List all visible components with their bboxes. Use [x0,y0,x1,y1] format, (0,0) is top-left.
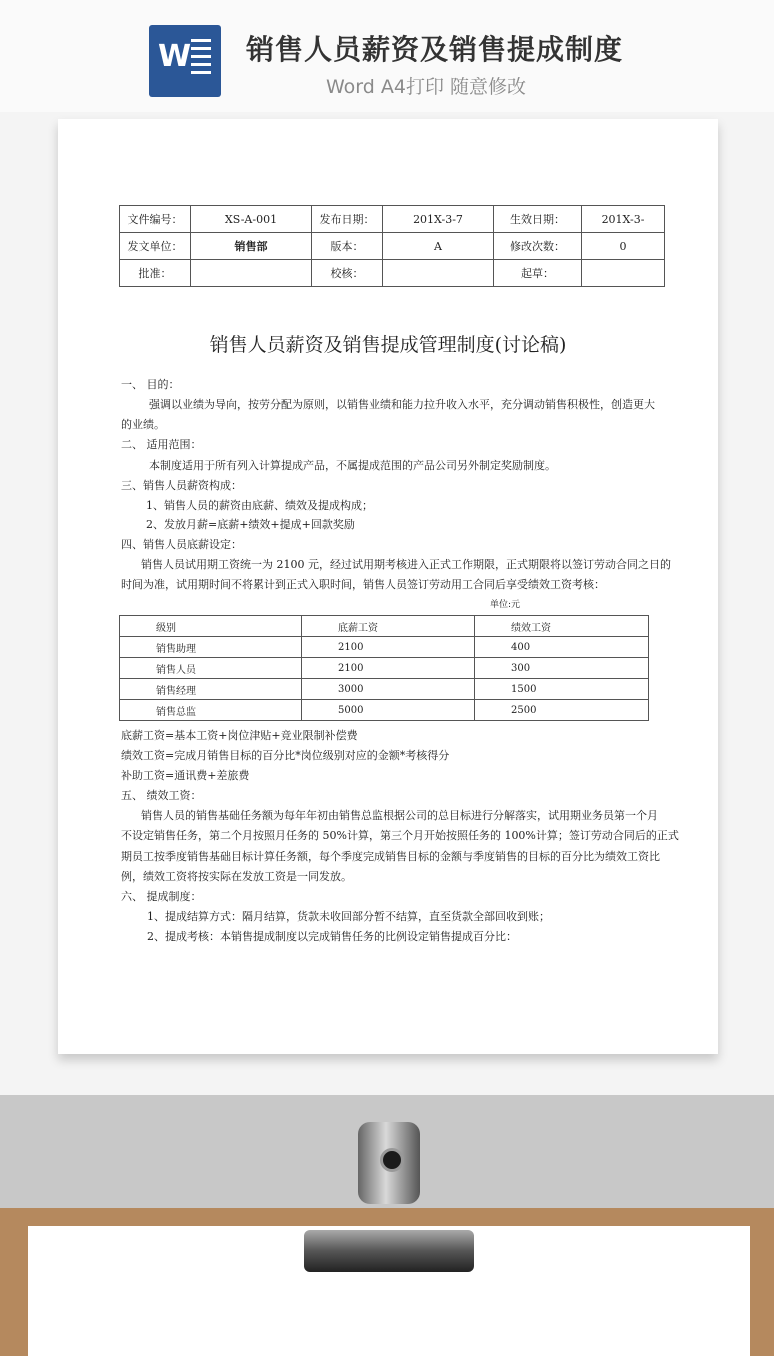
table-cell: 201X-3- [582,206,665,233]
list-item: 1、提成结算方式：隔月结算，货款未收回部分暂不结算，直至货款全部回收到账； [147,910,550,923]
list-item: 2、提成考核：本销售提成制度以完成销售任务的比例设定销售提成百分比： [147,930,517,943]
section-heading: 一、 目的： [121,378,180,391]
table-cell: 2100 [302,637,475,658]
table-cell: 销售助理 [120,637,302,658]
section-heading: 四、销售人员底薪设定： [121,538,242,551]
table-cell: 销售经理 [120,679,302,700]
table-cell: 1500 [475,679,649,700]
table-header-cell: 绩效工资 [475,616,649,637]
preview-banner [0,0,774,112]
table-cell: 发布日期： [312,206,383,233]
paragraph-line: 销售人员的销售基础任务额为每年年初由销售总监根据公司的总目标进行分解落实，试用期业务员第一个月 [141,809,658,822]
section-heading: 二、 适用范围： [121,438,202,451]
table-row [120,700,649,721]
document-info-table [119,205,665,287]
paragraph-line: 例，绩效工资将按实际在发放工资是一同发放。 [121,870,352,883]
table-cell: 版本： [312,233,383,260]
table-cell [582,260,665,287]
table-row [120,658,649,679]
table-cell: 批准： [120,260,191,287]
table-row [120,233,665,260]
table-cell: 销售部 [191,233,312,260]
unit-label: 单位:元 [490,600,521,610]
table-cell: XS-A-001 [191,206,312,233]
table-cell: 3000 [302,679,475,700]
table-cell: 300 [475,658,649,679]
list-item: 1、销售人员的薪资由底薪、绩效及提成构成； [146,499,373,512]
paragraph-line: 销售人员试用期工资统一为 2100 元，经过试用期考核进入正式工作期限，正式期限将以签订劳动合同之日的 [141,558,671,571]
paragraph-line: 强调以业绩为导向，按劳分配为原则，以销售业绩和能力拉升收入水平，充分调动销售积极性，创造更大 [149,398,655,411]
table-header-cell: 底薪工资 [302,616,475,637]
table-cell: 发文单位： [120,233,191,260]
paragraph-line: 的业绩。 [121,418,165,431]
table-cell [383,260,494,287]
table-header-row [120,616,649,637]
table-row [120,260,665,287]
table-cell: 生效日期： [494,206,582,233]
paragraph-line: 补助工资=通讯费+差旅费 [121,769,250,782]
table-cell: 销售人员 [120,658,302,679]
paragraph-line: 绩效工资=完成月销售目标的百分比*岗位级别对应的金额*考核得分 [121,749,450,762]
table-cell: 文件编号： [120,206,191,233]
table-header-cell: 级别 [120,616,302,637]
table-row [120,206,665,233]
table-cell: 400 [475,637,649,658]
table-cell: 起草： [494,260,582,287]
paragraph-line: 本制度适用于所有列入计算提成产品，不属提成范围的产品公司另外制定奖励制度。 [149,459,556,472]
section-heading: 六、 提成制度： [121,890,202,903]
table-cell: 修改次数： [494,233,582,260]
table-cell: 销售总监 [120,700,302,721]
word-icon-letter: W [158,39,192,74]
list-item: 2、发放月薪=底薪+绩效+提成+回款奖励 [146,518,355,531]
section-heading: 三、销售人员薪资构成： [121,479,242,492]
binder-clip-base [304,1230,474,1272]
table-cell: 0 [582,233,665,260]
paragraph-line: 时间为准，试用期时间不将累计到正式入职时间，销售人员签订劳动用工合同后享受绩效工资考核： [121,578,605,591]
table-cell: 201X-3-7 [383,206,494,233]
paragraph-line: 不设定销售任务，第二个月按照月任务的 50%计算，第三个月开始按照任务的 100%计算；签订劳动合同后的正式 [121,829,679,842]
salary-table [119,615,649,721]
table-cell [191,260,312,287]
table-row [120,637,649,658]
document-page [58,119,718,1054]
paragraph-line: 底薪工资=基本工资+岗位津贴+竞业限制补偿费 [121,729,358,742]
table-cell: 2100 [302,658,475,679]
table-row [120,679,649,700]
page-title: 销售人员薪资及销售提成制度 [246,33,624,66]
page-subtitle: Word A4打印 随意修改 [326,76,527,98]
table-cell: A [383,233,494,260]
table-cell: 5000 [302,700,475,721]
section-heading: 五、 绩效工资： [121,789,202,802]
binder-clip-hole [380,1148,404,1172]
table-cell: 2500 [475,700,649,721]
table-cell: 校核： [312,260,383,287]
document-title: 销售人员薪资及销售提成管理制度(讨论稿) [209,334,567,356]
word-icon [149,25,221,97]
paragraph-line: 期员工按季度销售基础目标计算任务额，每个季度完成销售目标的金额与季度销售的目标的百分比为绩效工资比 [121,850,660,863]
